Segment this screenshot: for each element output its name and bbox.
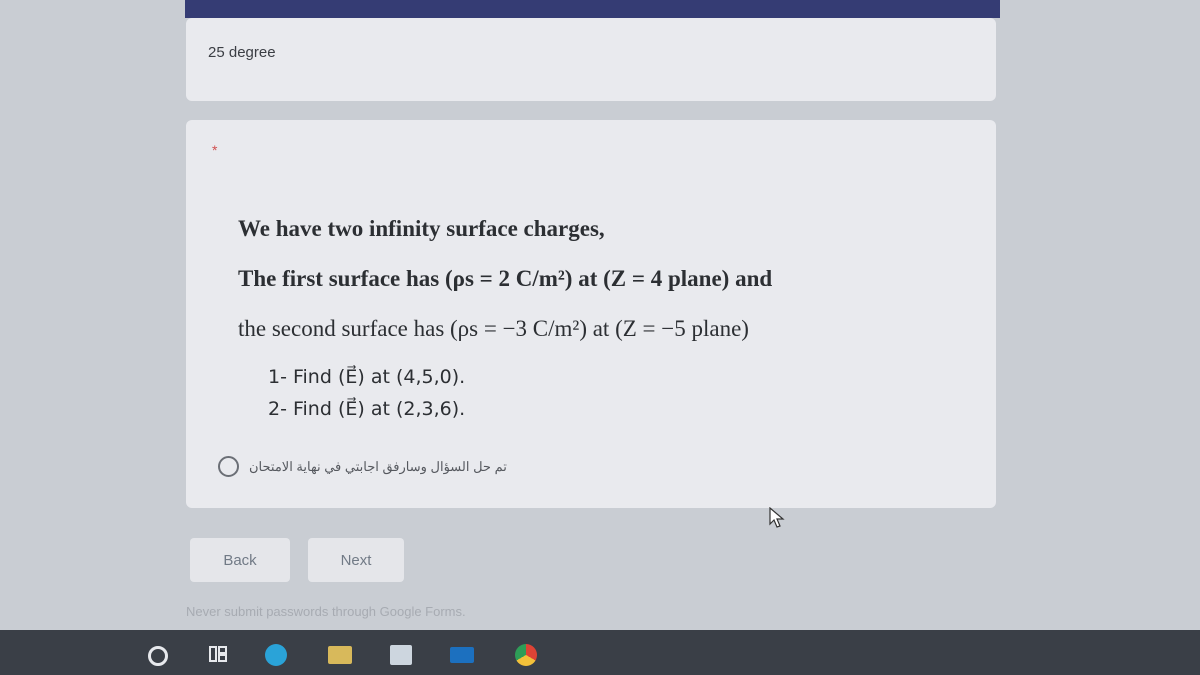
question-card	[186, 120, 996, 508]
task-2: 2- Find (E⃗) at (2,3,6).	[268, 398, 466, 420]
question-line-2: The first surface has (ρs = 2 C/m²) at (Z = 4 plane) and	[238, 266, 773, 291]
choice-option[interactable]	[218, 456, 507, 477]
back-button[interactable]: Back	[190, 538, 290, 582]
edge-browser-icon[interactable]	[265, 644, 287, 666]
answer-card	[186, 18, 996, 101]
next-button[interactable]: Next	[308, 538, 404, 582]
mouse-cursor-icon	[768, 507, 786, 529]
store-icon[interactable]	[390, 645, 412, 665]
question-tasks	[268, 366, 465, 430]
chrome-icon[interactable]	[515, 644, 537, 666]
task-1: 1- Find (E⃗) at (4,5,0).	[268, 366, 466, 388]
question-line-1: We have two infinity surface charges,	[238, 216, 605, 241]
taskbar	[0, 630, 1200, 675]
search-circle-icon[interactable]	[148, 646, 168, 666]
mail-icon[interactable]	[450, 647, 474, 663]
password-warning: Never submit passwords through Google Forms.	[186, 604, 466, 619]
question-line-3: the second surface has (ρs = −3 C/m²) at (Z = −5 plane)	[238, 316, 749, 341]
file-explorer-icon[interactable]	[328, 646, 352, 664]
question-text	[238, 216, 772, 366]
choice-label[interactable]: تم حل السؤال وسارفق اجابتي في نهاية الامتحان	[249, 458, 507, 474]
required-marker: *	[212, 142, 218, 158]
radio-button[interactable]	[218, 456, 239, 477]
answer-text: 25 degree	[208, 44, 276, 61]
form-header-band	[185, 0, 1000, 18]
task-view-icon[interactable]	[208, 644, 228, 664]
